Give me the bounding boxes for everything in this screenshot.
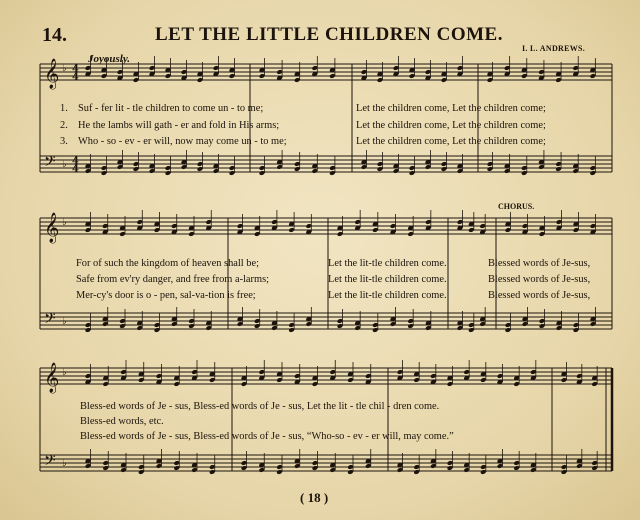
- svg-text:♭: ♭: [62, 316, 67, 327]
- lyric-line: Let the lit-tle children come.: [328, 290, 447, 301]
- svg-text:𝄢: 𝄢: [44, 153, 56, 174]
- verse-number: 2.: [60, 120, 68, 131]
- svg-text:♭: ♭: [62, 367, 67, 378]
- svg-text:4: 4: [72, 156, 79, 167]
- lyric-line: Bless-ed words of Je - sus, Bless-ed words of Je - sus, “Who-so - ev - er will, may come.”: [80, 431, 454, 442]
- svg-text:♭: ♭: [62, 159, 67, 170]
- chorus-label: CHORUS.: [498, 202, 535, 211]
- svg-text:♭: ♭: [62, 217, 67, 228]
- verse-number: 3.: [60, 136, 68, 147]
- hymn-number: 14.: [42, 24, 67, 46]
- svg-text:𝄢: 𝄢: [44, 452, 56, 473]
- svg-text:𝄞: 𝄞: [44, 59, 60, 89]
- composer-credit: I. L. ANDREWS.: [522, 44, 586, 53]
- lyric-line: Who - so - ev - er will, now may come un - to me;: [78, 136, 287, 147]
- svg-text:4: 4: [72, 72, 79, 83]
- lyric-line: Blessed words of Je-sus,: [488, 258, 591, 269]
- lyric-line: Let the children come, Let the children come;: [356, 120, 546, 131]
- svg-text:♭: ♭: [62, 63, 67, 74]
- tempo-marking: Joyously.: [88, 53, 131, 65]
- svg-text:4: 4: [72, 64, 79, 75]
- svg-text:4: 4: [72, 164, 79, 175]
- svg-text:𝄞: 𝄞: [44, 363, 60, 393]
- svg-text:𝄞: 𝄞: [44, 213, 60, 243]
- lyric-line: Mer-cy's door is o - pen, sal-va-tion is free;: [76, 290, 256, 301]
- svg-text:♭: ♭: [62, 458, 67, 469]
- lyric-line: For of such the kingdom of heaven shall be;: [76, 258, 259, 269]
- lyric-line: Let the children come, Let the children come;: [356, 103, 546, 114]
- hymn-title: LET THE LITTLE CHILDREN COME.: [155, 24, 503, 45]
- lyric-line: Let the lit-tle children come.: [328, 274, 447, 285]
- lyric-line: Blessed words of Je-sus,: [488, 274, 591, 285]
- lyric-line: Safe from ev'ry danger, and free from a-larms;: [76, 274, 270, 285]
- lyric-line: Let the lit-tle children come.: [328, 258, 447, 269]
- lyric-line: He the lambs will gath - er and fold in His arms;: [78, 120, 280, 131]
- svg-text:𝄢: 𝄢: [44, 310, 56, 331]
- page-number: ( 18 ): [300, 490, 329, 505]
- lyric-line: Let the children come, Let the children come;: [356, 136, 546, 147]
- lyric-line: Blessed words of Je-sus,: [488, 290, 591, 301]
- verse-number: 1.: [60, 103, 68, 114]
- lyric-line: Bless-ed words of Je - sus, Bless-ed words of Je - sus, Let the lit - tle chil - dren come.: [80, 401, 440, 412]
- lyric-line: Suf - fer lit - tle children to come un - to me;: [78, 103, 264, 114]
- lyric-line: Bless-ed words, etc.: [80, 416, 164, 427]
